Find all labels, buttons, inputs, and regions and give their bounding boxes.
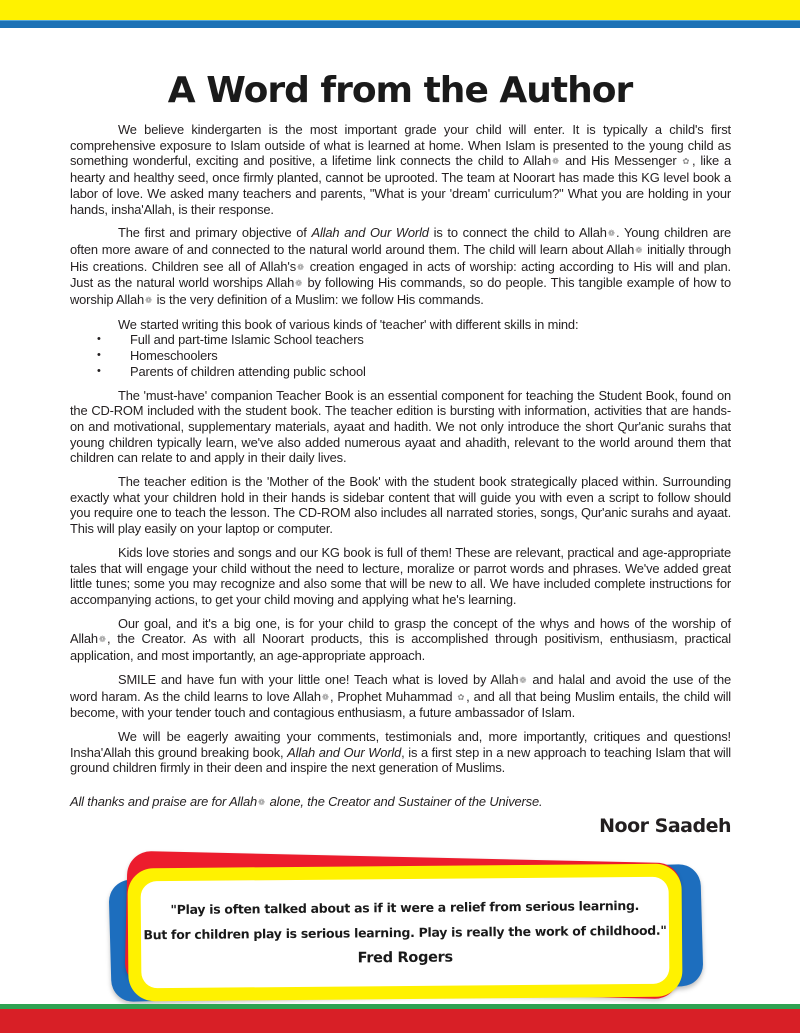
swt-honorific-icon: ❁ xyxy=(297,261,305,272)
swt-honorific-icon: ❁ xyxy=(519,674,527,685)
list-item: • Parents of children attending public school xyxy=(97,364,731,380)
paragraph: The 'must-have' companion Teacher Book is an essential component for teaching the Student Book, found on the CD-ROM included with the student book. The teacher edition is bursting with information, activities that are hands-on and motivational, supplementary materials, ayaat and hadith. We not only introduce the short Qur'anic surahs that young children typically learn, we've also added numerous ayaat and ahadith, relevant to the world around them that children can relate to and apply in their daily lives. xyxy=(70,387,731,466)
swt-honorific-icon: ❁ xyxy=(607,228,615,239)
author-letter-body xyxy=(70,122,732,837)
paragraph: The teacher edition is the 'Mother of the Book' with the student book strategically placed within. Surrounding exactly what your children hold in their hands is sidebar content that will guide you with even a script to follow should you require one to teach the lesson. The CD-ROM also includes all narrated stories, songs, Qur'anic surahs and ayaat. This will play easily on your laptop or computer. xyxy=(70,474,731,537)
paragraph: We will be eagerly awaiting your comments, testimonials and, more importantly, critiques and questions! Insha'Allah this ground breaking book, Allah and Our World, is a first step in a new approach to teaching Islam that will ground children firmly in their deen and inspire the next generation of Muslims. xyxy=(70,728,731,776)
saw-honorific-icon: ✿ xyxy=(682,156,691,167)
author-signature: Noor Saadeh xyxy=(599,814,731,837)
top-blue-band xyxy=(0,20,800,28)
swt-honorific-icon: ❁ xyxy=(321,691,329,702)
audience-list xyxy=(70,332,731,379)
quote-attribution: Fred Rogers xyxy=(357,949,453,966)
paragraph: We believe kindergarten is the most important grade your child will enter. It is typically a child's first comprehensive exposure to Islam outside of what is learned at home. When Islam is presented to the young child as something wonderful, exciting and positive, a lifetime link connects the child to Allah❁ and His Messenger ✿, like a hearty and healthy seed, once firmly planted, cannot be uprooted. The team at Noorart has made this KG level book a labor of love. We asked many teachers and parents, "What is your 'dream' curriculum?" What you are holding in your hands, insha'Allah, is their response. xyxy=(70,122,731,217)
quote-card xyxy=(141,877,670,989)
saw-honorific-icon: ✿ xyxy=(457,691,466,702)
swt-honorific-icon: ❁ xyxy=(635,244,643,255)
paragraph: SMILE and have fun with your little one! Teach what is loved by Allah❁ and halal and avoid the use of the word haram. As the child learns to love Allah❁, Prophet Muhammad ✿, and all that being Muslim entails, the child will become, with your tender touch and contagious enthusiasm, a future ambassador of Islam. xyxy=(70,671,732,721)
swt-honorific-icon: ❁ xyxy=(98,634,107,645)
quote-line-2: But for children play is serious learning. Play is really the work of childhood." xyxy=(143,922,667,942)
quote-box xyxy=(120,856,690,1002)
list-intro-paragraph: We started writing this book of various kinds of 'teacher' with different skills in mind: xyxy=(118,316,579,332)
quote-line-1: "Play is often talked about as if it were a relief from serious learning. xyxy=(170,897,640,917)
quote-frame-yellow xyxy=(127,864,682,1002)
paragraph: Our goal, and it's a big one, is for your child to grasp the concept of the whys and hows of the worship of Allah❁, the Creator. As with all Noorart products, this is accomplished through positivism, enthusiasm, practical application, and most importantly, an age-appropriate approach. xyxy=(70,615,731,664)
page-title: A Word from the Author xyxy=(167,70,633,112)
swt-honorific-icon: ❁ xyxy=(552,156,560,167)
list-item: • Homeschoolers xyxy=(97,348,731,364)
top-yellow-band xyxy=(0,0,800,20)
swt-honorific-icon: ❁ xyxy=(295,278,303,289)
swt-honorific-icon: ❁ xyxy=(258,797,266,808)
paragraph: Kids love stories and songs and our KG book is full of them! These are relevant, practical and age-appropriate tales that will engage your child without the need to lecture, moralize or parrot words and phrases. We've added great little tunes; some you may recognize and also some that will be new to all. We have included complete instructions for accompanying actions, to get your child moving and applying what he's learning. xyxy=(70,544,731,607)
bottom-red-band xyxy=(0,1009,800,1033)
paragraph: The first and primary objective of Allah and Our World is to connect the child to Allah❁. Young children are often more aware of and connected to the natural world around them. The child will learn about Allah❁ initially through His creations. Children see all of Allah's❁ creation engaged in acts of worship: acting according to His will and plan. Just as the natural world worships Allah❁ by following His commands, so do people. This tangible example of how to worship Allah❁ is the very definition of a Muslim: we follow His commands. xyxy=(70,225,732,308)
list-item: • Full and part-time Islamic School teachers xyxy=(97,332,731,348)
swt-honorific-icon: ❁ xyxy=(145,295,153,306)
closing-praise-line: All thanks and praise are for Allah❁ alone, the Creator and Sustainer of the Universe. xyxy=(70,794,543,810)
